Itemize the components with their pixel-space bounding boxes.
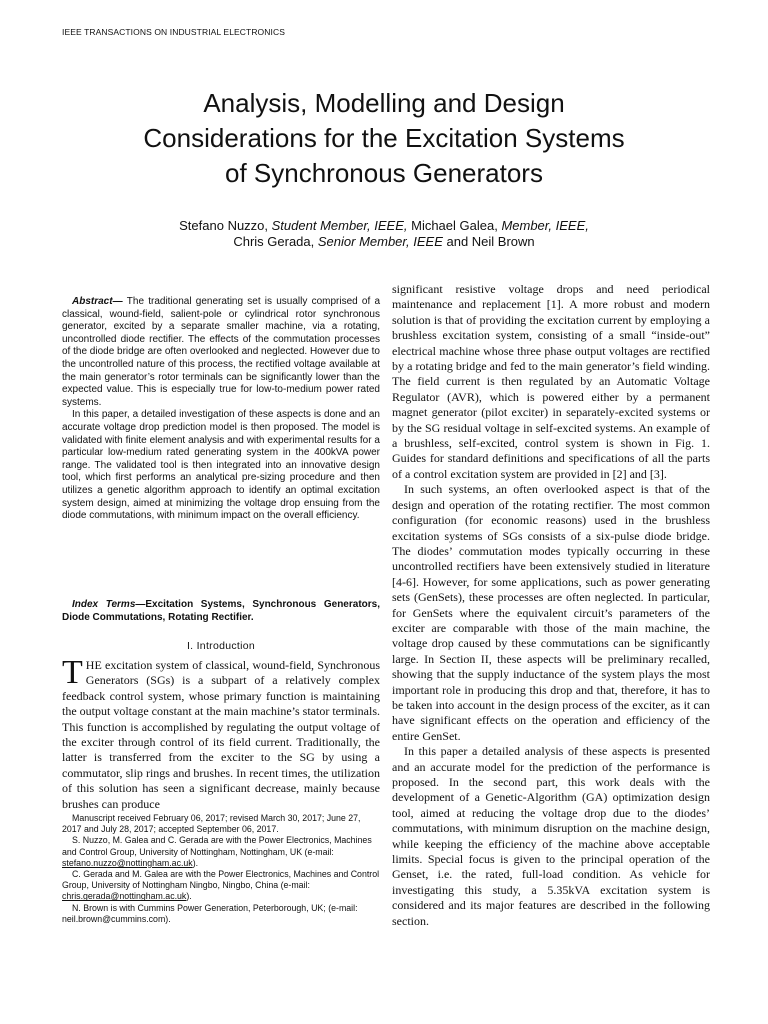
index-terms-text: —Excitation Systems, Synchronous Generators, Diode Commutations, Rotating Rectifier. <box>62 599 380 623</box>
introduction-paragraph: HE excitation system of classical, wound-field, Synchronous Generators (SGs) is a subpart of a relatively complex feedback control system, whose primary function is maintaining the output voltage constant at the main machine’s stator terminals. This function is accomplished by regulating the output voltage of the exciter through control of its field current. Traditionally, the latter is transferred from the exciter to the SG by using a commutator, slip rings and brushes. In recent times, the utilization of this solution has seen a significant decrease, mainly because brushes can produce <box>62 658 380 811</box>
index-terms-label: Index Terms <box>72 599 136 610</box>
title-line-3: of Synchronous Generators <box>225 158 543 188</box>
introduction-text <box>62 654 380 812</box>
abstract-paragraph-1 <box>62 296 380 409</box>
author-2-role: Member, IEEE, <box>501 218 589 233</box>
abstract-text-1: The traditional generating set is usually comprised of a classical, wound-field, salient-pole or cylindrical rotor synchronous generator, excited by a separate smaller machine, via a rotating, uncontrolled diode rectifier. The effects of the commutation processes of the diode bridge are often overlooked and neglected. However due to the uncontrolled nature of this process, the rectified voltage available at the main generator’s rotor terminals can be significantly lower than the expected value. This is especially true for low-to-medium power rated systems. <box>62 296 381 408</box>
author-1-name: Stefano Nuzzo, <box>179 218 272 233</box>
abstract <box>62 296 380 523</box>
footnote-affiliation-2: C. Gerada and M. Galea are with the Power Electronics, Machines and Control Group, University of Nottingham Ningbo, Ningbo, China (e-mail: chris.gerada@nottingham.ac.uk). <box>62 869 380 902</box>
abstract-paragraph-2: In this paper, a detailed investigation of these aspects is done and an accurate voltage drop prediction model is then proposed. The model is validated with finite element analysis and with experimental results for a particular low-medium rated generating system in the 400kVA power range. The validated tool is then integrated into an innovative design tool, which first performs an analytical pre-sizing procedure and then utilizes a genetic algorithm approach to identify an optimal excitation system design, aimed at minimizing the voltage drop ensuing from the diode commutations, with minimum impact on the overall efficiency. <box>62 409 380 522</box>
author-list <box>60 218 708 250</box>
footnotes <box>62 813 380 925</box>
title-line-1: Analysis, Modelling and Design <box>203 88 565 118</box>
author-4-name: and Neil Brown <box>442 234 535 249</box>
right-paragraph-2: In such systems, an often overlooked aspect is that of the design and operation of the rotating rectifier. The most common configuration (for economic reasons) used in the brushless excitation systems of SGs consists of a six-pulse diode bridge. The diodes’ commutation modes typically occurring in these uncontrolled rectifiers have been extensively studied in literature [4-6]. However, for some applications, such as power generating sets (GenSets), these processes are often neglected. In particular, for GenSets where the equivalent circuit’s parameters of the exciter are comparable with those of the main machine, the voltage drop caused by these commutations can be significantly large. In Section II, these aspects will be preliminary recalled, showing that the supply inductance of the system plays the most important role in producing this drop and that, therefore, it has to be taken into account in the design process of the exciter, as it can have significant effects on the operation and efficiency of the entire GenSet. <box>392 482 710 743</box>
email-link-nuzzo[interactable]: stefano.nuzzo@nottingham.ac.uk <box>62 857 193 868</box>
abstract-label: Abstract <box>72 296 113 307</box>
index-terms <box>62 598 380 624</box>
paper-title <box>60 86 708 191</box>
section-heading-introduction: I. Introduction <box>186 640 256 652</box>
author-3-name: Chris Gerada, <box>233 234 318 249</box>
drop-cap: T <box>62 654 83 691</box>
right-column-text <box>392 282 710 929</box>
right-paragraph-3: In this paper a detailed analysis of these aspects is presented and an accurate model for the prediction of the performance is proposed. In the second part, this work deals with the development of a Genetic-Algorithm (GA) optimization design tool, aimed at reducing the voltage drop due to the diodes’ commutations, with minimum disruption on the machine design, while keeping the efficiency of the machine above acceptable limits. Special focus is given to the principal operation of the Genset, i.e. the rated, full-load condition. As vehicle for investigating this study, a 5.35kVA excitation system is considered and its major features are described in the following section. <box>392 744 710 928</box>
author-2-name: Michael Galea, <box>407 218 502 233</box>
author-3-role: Senior Member, IEEE <box>317 234 443 249</box>
author-1-role: Student Member, IEEE, <box>271 218 408 233</box>
journal-header: IEEE TRANSACTIONS ON INDUSTRIAL ELECTRONICS <box>62 27 285 37</box>
email-link-gerada[interactable]: chris.gerada@nottingham.ac.uk <box>62 891 187 902</box>
footnote-manuscript: Manuscript received February 06, 2017; revised March 30, 2017; June 27, 2017 and July 28, 2017; accepted September 06, 2017. <box>62 813 361 835</box>
footnote-affiliation-1: S. Nuzzo, M. Galea and C. Gerada are with the Power Electronics, Machines and Control Group, University of Nottingham, Nottingham, UK (e-mail: stefano.nuzzo@nottingham.ac.uk). <box>62 835 372 868</box>
right-paragraph-1: significant resistive voltage drops and need periodical maintenance and replacement [1]. A more robust and modern solution is that of providing the excitation current by employing a brushless excitation system, consisting of a small “inside-out” electrical machine whose three phase output voltages are rectified by a rotating bridge and fed to the main generator’s field winding. The field current is then regulated by an Automatic Voltage Regulator (AVR), which is powered either by a permanent magnet generator (pilot exciter) in separately-excited systems or by the SG residual voltage in self-excited systems. An example of a brushless, self-excited, control system is shown in Fig. 1. Guides for standard definitions and specifications of all the parts of a control excitation system are provided in [2] and [3]. <box>392 282 710 481</box>
footnote-affiliation-3: N. Brown is with Cummins Power Generation, Peterborough, UK; (e-mail: neil.brown@cummins.com). <box>62 902 358 924</box>
title-line-2: Considerations for the Excitation Systems <box>143 123 625 153</box>
abstract-dash: — <box>112 296 127 307</box>
